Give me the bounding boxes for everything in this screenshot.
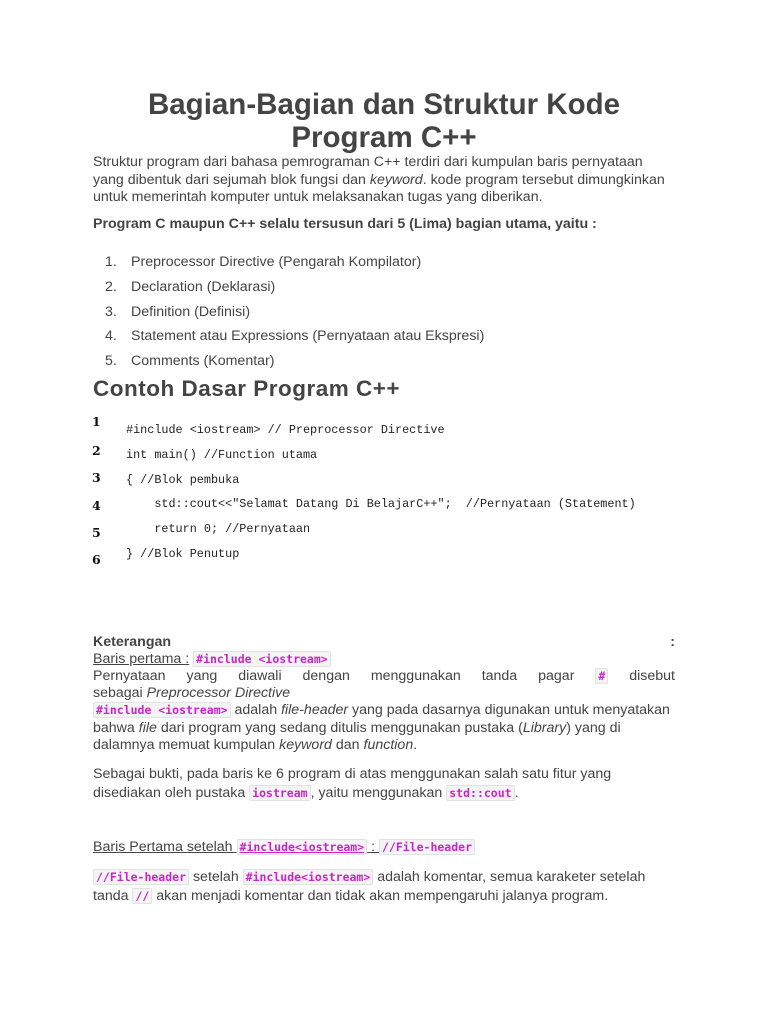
code-line: { //Blok pembuka <box>126 472 240 487</box>
p1-italic: Preprocessor Directive <box>146 685 291 701</box>
list-item-number: 4. <box>105 328 117 345</box>
p4-text: akan menjadi komentar dan tidak akan mempengaruhi jalanya program. <box>152 888 609 904</box>
include-code: #include<iostream> <box>237 839 368 855</box>
p2-text: ) yang di dalamnya memuat kumpulan <box>93 719 621 754</box>
code-line-number: 6 <box>92 552 101 567</box>
word: Pernyataan <box>93 668 166 684</box>
bold-statement: Program C maupun C++ selalu tersusun dari 5 (Lima) bagian utama, yaitu : <box>93 216 597 232</box>
list-item <box>105 302 484 327</box>
p2-italic: keyword <box>279 737 332 754</box>
parts-list <box>105 252 484 376</box>
list-item-number: 5. <box>105 353 117 370</box>
p2-text: . <box>413 737 418 754</box>
code-block <box>126 421 696 570</box>
p2-italic: Library <box>522 719 567 736</box>
p4-text: setelah <box>189 869 243 885</box>
p2-text: dan <box>331 737 364 754</box>
p2-italic: file <box>138 719 157 736</box>
code-line: #include <iostream> // Preprocessor Directive <box>126 423 445 437</box>
file-header-code: //File-header <box>379 839 475 855</box>
include-code: #include <iostream> <box>193 651 331 667</box>
list-item <box>105 252 484 277</box>
p1-line2 <box>93 685 675 703</box>
list-item-label: Comments (Komentar) <box>131 353 275 370</box>
code-line: std::cout<<"Selamat Datang Di BelajarC++"; //Pernyataan (Statement) <box>126 497 636 512</box>
list-item <box>105 277 484 302</box>
code-line: int main() //Function utama <box>126 447 318 462</box>
code-line-number: 1 <box>92 414 101 429</box>
p3-text: , yaitu menggunakan <box>310 784 447 801</box>
intro-text: Struktur program dari bahasa pemrograman C++ terdiri dari kumpulan baris pernyataan yang dibentuk dari sejumah blok fungsi dan <box>93 154 643 188</box>
code-line-number: 5 <box>92 525 101 540</box>
separator: : <box>367 839 379 855</box>
word: yang <box>186 668 218 684</box>
p2-italic: function <box>363 737 414 754</box>
keterangan-row <box>93 634 675 650</box>
list-item-label: Definition (Definisi) <box>131 303 251 320</box>
word: diawali <box>238 668 282 684</box>
file-header-paragraph <box>93 702 675 755</box>
p1-text: sebagai <box>93 685 147 701</box>
p2-text: dari program yang sedang ditulis menggunakan pustaka ( <box>156 719 523 736</box>
p4-text: adalah komentar, semua karaketer setelah tanda <box>93 869 646 904</box>
list-item-number: 3. <box>105 303 117 320</box>
baris-pertama-row <box>93 651 675 669</box>
p2-text: adalah <box>230 702 282 718</box>
word: pagar <box>538 668 575 684</box>
list-item-label: Declaration (Deklarasi) <box>131 278 276 295</box>
list-item <box>105 351 484 376</box>
p3-text: . <box>514 784 519 801</box>
code-line: } //Blok Penutup <box>126 546 240 561</box>
file-header-code: //File-header <box>93 869 189 885</box>
example-heading: Contoh Dasar Program C++ <box>93 376 401 401</box>
p1-line1 <box>93 668 675 686</box>
code-line-number: 2 <box>92 443 101 458</box>
baris-pertama-label: Baris pertama : <box>93 651 190 667</box>
word: dengan <box>302 668 350 684</box>
cout-code: std::cout <box>446 785 514 801</box>
include-code: #include <iostream> <box>93 702 231 718</box>
code-line-number: 4 <box>92 498 101 513</box>
p2-italic: file-header <box>281 702 349 718</box>
p2-text: yang pada dasarnya digunakan untuk menyatakan bahwa <box>93 702 670 736</box>
baris-setelah-label: Baris Pertama setelah <box>93 839 237 855</box>
keterangan-colon: : <box>670 634 675 650</box>
page-title: Bagian-Bagian dan Struktur Kode Program C++ <box>147 88 621 154</box>
list-item-label: Preprocessor Directive (Pengarah Kompilator) <box>131 254 422 270</box>
word: tanda <box>481 668 518 684</box>
intro-text-end: . kode program tersebut dimungkinkan untuk memerintah komputer untuk melaksanakan tugas yang diberikan. <box>93 171 665 206</box>
list-item-number: 2. <box>105 278 117 295</box>
intro-keyword: keyword <box>369 171 423 188</box>
comment-slash-code: // <box>132 888 152 904</box>
word: disebut <box>629 668 675 684</box>
include-code: #include<iostream> <box>243 869 374 885</box>
hash-code: # <box>595 668 608 684</box>
komentar-paragraph <box>93 868 675 906</box>
keterangan-label: Keterangan <box>93 634 172 650</box>
list-item <box>105 326 484 351</box>
bukti-paragraph <box>93 765 675 802</box>
code-line-number: 3 <box>92 470 101 485</box>
code-line: return 0; //Pernyataan <box>126 522 311 537</box>
p3-text: Sebagai bukti, pada baris ke 6 program di atas menggunakan salah satu fitur yang disediakan oleh pustaka <box>93 766 612 801</box>
baris-setelah-row <box>93 839 675 857</box>
word: menggunakan <box>370 668 461 684</box>
iostream-code: iostream <box>249 785 310 801</box>
list-item-label: Statement atau Expressions (Pernyataan atau Ekspresi) <box>131 328 485 345</box>
list-item-number: 1. <box>105 254 117 270</box>
intro-paragraph <box>93 154 675 207</box>
